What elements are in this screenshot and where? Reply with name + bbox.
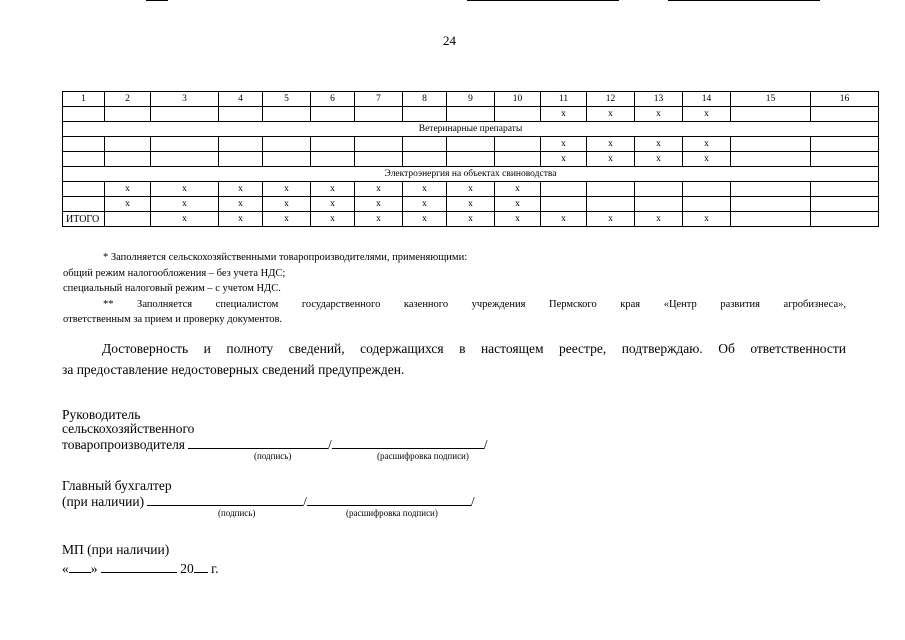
table-cell xyxy=(447,152,495,167)
table-header-row xyxy=(63,92,879,107)
head-decode-caption: (расшифровка подписи) xyxy=(377,451,469,461)
table-cell: x xyxy=(311,212,355,227)
table-cell: x xyxy=(355,212,403,227)
table-cell xyxy=(635,182,683,197)
head-decode-line[interactable] xyxy=(332,436,484,449)
table-cell: x xyxy=(219,212,263,227)
table-cell xyxy=(403,137,447,152)
table-cell xyxy=(495,107,541,122)
table-cell xyxy=(731,137,811,152)
table-cell xyxy=(811,107,879,122)
table-cell xyxy=(683,197,731,212)
table-row xyxy=(63,152,879,167)
table-cell: x xyxy=(447,212,495,227)
table-cell xyxy=(219,107,263,122)
table-cell xyxy=(541,182,587,197)
table-cell: 15 xyxy=(731,92,811,107)
confirmation-text xyxy=(62,338,846,380)
table-cell: x xyxy=(151,182,219,197)
top-rule-left xyxy=(146,0,168,1)
table-cell: x xyxy=(541,152,587,167)
accountant-signature-line[interactable] xyxy=(147,493,303,506)
date-line: « » 20 г. xyxy=(62,561,219,576)
accountant-title-1: Главный бухгалтер xyxy=(62,478,172,493)
table-cell xyxy=(403,152,447,167)
table-cell xyxy=(447,107,495,122)
table-cell xyxy=(105,107,151,122)
table-cell xyxy=(495,137,541,152)
section-vet-drugs xyxy=(63,122,879,137)
table-cell: x xyxy=(355,182,403,197)
table-cell: x xyxy=(447,197,495,212)
table-cell: 12 xyxy=(587,92,635,107)
accountant-sign-caption: (подпись) xyxy=(218,508,256,518)
table-cell: 10 xyxy=(495,92,541,107)
table-cell: 4 xyxy=(219,92,263,107)
footnote-2: ** Заполняется специалистом государственного казенного учреждения Пермского края «Центр развития агробизнеса», xyxy=(103,298,846,310)
table-cell xyxy=(63,152,105,167)
head-title-2: сельскохозяйственного xyxy=(62,421,195,436)
table-cell xyxy=(63,107,105,122)
table-cell xyxy=(447,137,495,152)
confirmation-line-1: Достоверность и полноту сведений, содержащихся в настоящем реестре, подтверждаю. Об ответственности xyxy=(102,341,846,356)
table-cell: x xyxy=(587,137,635,152)
section-electricity-label: Электроэнергия на объектах свиноводства xyxy=(63,167,879,182)
table-cell: x xyxy=(495,212,541,227)
section-vet-drugs-label: Ветеринарные препараты xyxy=(63,122,879,137)
section-electricity xyxy=(63,167,879,182)
table-cell xyxy=(811,197,879,212)
stamp-block xyxy=(62,540,219,578)
top-rule-mid xyxy=(467,0,619,1)
head-title-3: товаропроизводителя / / xyxy=(62,437,488,452)
table-cell xyxy=(63,197,105,212)
table-cell xyxy=(151,107,219,122)
table-cell: 3 xyxy=(151,92,219,107)
table-cell: x xyxy=(635,152,683,167)
table-row xyxy=(63,182,879,197)
footnote-1-item-2: специальный налоговый режим – с учетом НДС. xyxy=(63,283,281,294)
accountant-decode-caption: (расшифровка подписи) xyxy=(346,508,438,518)
table-cell xyxy=(263,107,311,122)
table-cell: 5 xyxy=(263,92,311,107)
table-cell: x xyxy=(587,107,635,122)
head-signature-line[interactable] xyxy=(188,436,328,449)
table-cell xyxy=(731,197,811,212)
accountant-title-2: (при наличии) / / xyxy=(62,494,475,509)
table-cell xyxy=(587,197,635,212)
table-cell: 2 xyxy=(105,92,151,107)
table-cell: x xyxy=(541,137,587,152)
table-cell: x xyxy=(263,212,311,227)
table-cell xyxy=(311,137,355,152)
table-cell xyxy=(495,152,541,167)
table-cell xyxy=(311,152,355,167)
table-cell: x xyxy=(541,212,587,227)
table-cell: x xyxy=(151,212,219,227)
stamp-label: МП (при наличии) xyxy=(62,542,170,557)
table-cell: x xyxy=(683,137,731,152)
table-cell: x xyxy=(355,197,403,212)
table-cell: x xyxy=(263,197,311,212)
date-year-field[interactable] xyxy=(194,560,208,573)
table-cell xyxy=(541,197,587,212)
table-cell xyxy=(105,212,151,227)
registry-table xyxy=(62,91,879,227)
table-cell: x xyxy=(683,152,731,167)
table-cell: x xyxy=(219,197,263,212)
table-row xyxy=(63,107,879,122)
table-cell xyxy=(731,182,811,197)
page-number: 24 xyxy=(443,33,456,48)
table-row xyxy=(63,197,879,212)
table-cell: x xyxy=(541,107,587,122)
table-cell: 11 xyxy=(541,92,587,107)
table-cell: x xyxy=(311,182,355,197)
table-cell xyxy=(63,137,105,152)
table-cell xyxy=(263,152,311,167)
table-cell xyxy=(151,152,219,167)
table-cell: x xyxy=(635,212,683,227)
table-cell xyxy=(403,107,447,122)
table-cell: x xyxy=(683,107,731,122)
table-cell xyxy=(587,182,635,197)
table-cell: x xyxy=(447,182,495,197)
table-cell: x xyxy=(403,212,447,227)
table-cell xyxy=(219,152,263,167)
table-cell: 1 xyxy=(63,92,105,107)
footnotes xyxy=(63,250,846,328)
footnote-1: * Заполняется сельскохозяйственными товаропроизводителями, применяющими: xyxy=(103,252,468,263)
table-cell xyxy=(635,197,683,212)
table-cell: x xyxy=(495,197,541,212)
table-cell xyxy=(731,212,811,227)
table-cell xyxy=(355,137,403,152)
table-cell xyxy=(811,212,879,227)
table-cell: x xyxy=(219,182,263,197)
table-cell xyxy=(263,137,311,152)
table-cell: 13 xyxy=(635,92,683,107)
table-cell xyxy=(811,182,879,197)
table-cell: x xyxy=(403,182,447,197)
footnote-1-item-1: общий режим налогообложения – без учета НДС; xyxy=(63,267,286,279)
table-cell: ИТОГО xyxy=(63,212,105,227)
table-cell xyxy=(311,107,355,122)
table-total-row xyxy=(63,212,879,227)
table-cell: 9 xyxy=(447,92,495,107)
date-day-field[interactable] xyxy=(69,560,91,573)
table-cell xyxy=(105,137,151,152)
table-cell: x xyxy=(635,137,683,152)
table-cell xyxy=(731,107,811,122)
table-cell xyxy=(811,152,879,167)
table-cell: 8 xyxy=(403,92,447,107)
table-cell: x xyxy=(683,212,731,227)
head-title-1: Руководитель xyxy=(62,407,141,422)
footnote-2-cont: ответственным за прием и проверку документов. xyxy=(63,314,283,325)
table-cell: 7 xyxy=(355,92,403,107)
confirmation-line-2: за предоставление недостоверных сведений предупрежден. xyxy=(62,362,405,377)
table-cell: x xyxy=(105,182,151,197)
table-cell: 6 xyxy=(311,92,355,107)
table-cell: x xyxy=(635,107,683,122)
table-cell xyxy=(355,107,403,122)
table-row xyxy=(63,137,879,152)
head-sign-caption: (подпись) xyxy=(254,451,292,461)
table-cell xyxy=(105,152,151,167)
table-cell xyxy=(355,152,403,167)
accountant-signature-block xyxy=(62,479,475,509)
table-cell: x xyxy=(495,182,541,197)
date-month-field[interactable] xyxy=(101,560,177,573)
table-cell: x xyxy=(151,197,219,212)
table-cell xyxy=(63,182,105,197)
table-cell: x xyxy=(263,182,311,197)
table-cell: x xyxy=(311,197,355,212)
table-cell xyxy=(683,182,731,197)
table-cell xyxy=(219,137,263,152)
table-cell: x xyxy=(587,212,635,227)
top-rule-right xyxy=(668,0,820,1)
table-cell xyxy=(151,137,219,152)
table-cell xyxy=(731,152,811,167)
table-cell: 16 xyxy=(811,92,879,107)
table-cell: x xyxy=(403,197,447,212)
table-cell: x xyxy=(105,197,151,212)
table-cell: 14 xyxy=(683,92,731,107)
accountant-decode-line[interactable] xyxy=(307,493,471,506)
table-cell: x xyxy=(587,152,635,167)
head-signature-block xyxy=(62,408,488,452)
table-cell xyxy=(811,137,879,152)
